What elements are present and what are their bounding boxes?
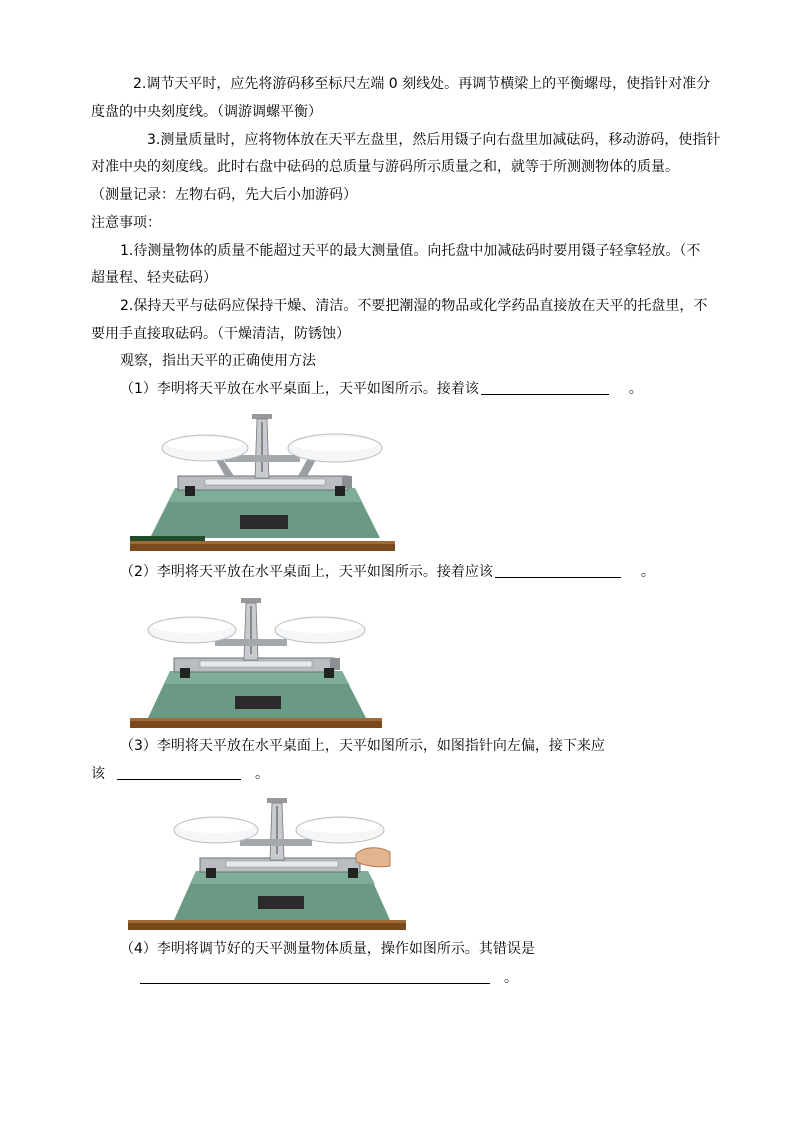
para2-line2: 对准中央的刻度线。此时右盘中砝码的总质量与游码所示质量之和，就等于所测测物体的质量。 [91, 159, 679, 175]
note1-line2: 超量程、轻夹砝码） [91, 270, 217, 286]
question-2 [120, 562, 655, 582]
question-3-text: 该 [91, 766, 105, 782]
answer-blank-2[interactable] [495, 563, 621, 578]
balance-figure-2 [130, 596, 382, 732]
para1-line1: 2.调节天平时，应先将游码移至标尺左端 0 刻线处。再调节横梁上的平衡螺母，使指针对准分 [133, 76, 711, 92]
question-3-period: 。 [255, 766, 269, 782]
hand-graphic [356, 848, 390, 867]
para2-line3: （测量记录：左物右码，先大后小加游码） [91, 187, 357, 203]
note2-line1: 2.保持天平与砝码应保持干燥、清洁。不要把潮湿的物品或化学药品直接放在天平的托盘里，不 [120, 298, 708, 314]
question-2-period: 。 [640, 564, 655, 580]
para2-line1: 3.测量质量时，应将物体放在天平左盘里，然后用镊子向右盘里加减砝码，移动游码，使指针 [147, 132, 721, 148]
question-1-text: （1）李明将天平放在水平桌面上，天平如图所示。接着该 [120, 381, 479, 397]
question-4: （4）李明将调节好的天平测量物体质量，操作如图所示。其错误是 [120, 941, 535, 957]
question-3-line1: （3）李明将天平放在水平桌面上，天平如图所示，如图指针向左偏，接下来应 [120, 738, 605, 754]
question-4-period: 。 [504, 970, 518, 986]
para1-line2: 度盘的中央刻度线。（调游调螺平衡） [91, 104, 322, 120]
balance-figure-1 [130, 410, 395, 552]
answer-blank-4[interactable] [140, 969, 490, 984]
question-4-answer-line [140, 968, 518, 988]
answer-blank-3[interactable] [117, 765, 241, 780]
answer-blank-1[interactable] [481, 380, 609, 395]
question-1-period: 。 [628, 381, 643, 397]
observe-prompt: 观察，指出天平的正确使用方法 [120, 353, 316, 369]
note1-line1: 1.待测量物体的质量不能超过天平的最大测量值。向托盘中加减砝码时要用镊子轻拿轻放。（不 [120, 243, 701, 259]
question-3-line2 [91, 764, 269, 784]
question-1 [120, 379, 643, 399]
note2-line2: 要用手直接取砝码。（干燥清洁，防锈蚀） [91, 326, 350, 342]
notes-heading: 注意事项： [91, 215, 161, 231]
question-2-text: （2）李明将天平放在水平桌面上，天平如图所示。接着应该 [120, 564, 493, 580]
balance-figure-3 [128, 796, 406, 934]
